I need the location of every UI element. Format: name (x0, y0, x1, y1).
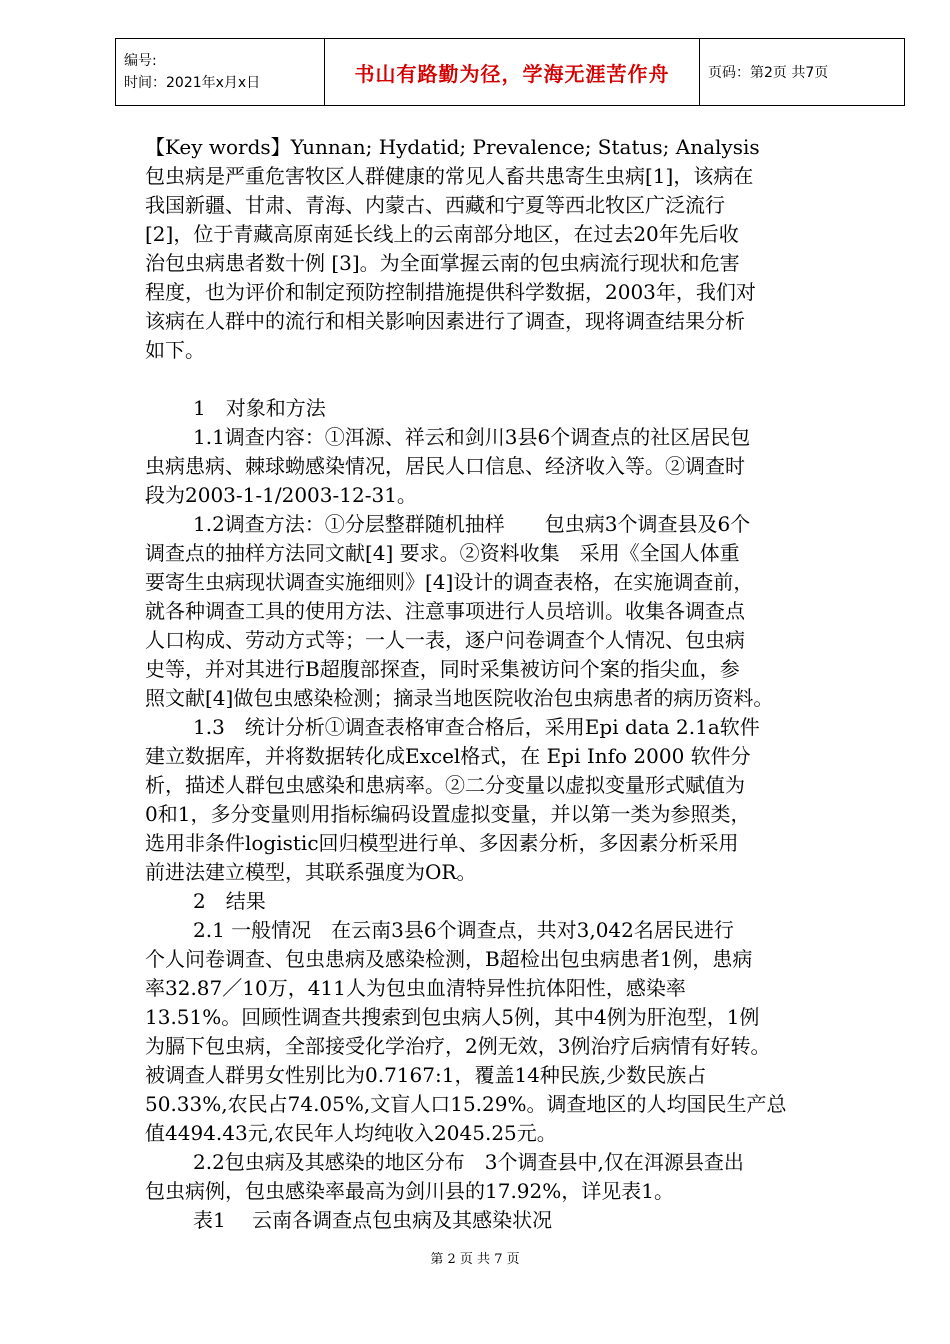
text-line: 被调查人群男女性别比为0.7167:1，覆盖14种民族,少数民族占 (145, 1063, 707, 1087)
text-line: 包虫病例，包虫感染率最高为剑川县的17.92%，详见表1。 (145, 1179, 674, 1203)
page-header (115, 38, 905, 106)
section-2-title: 2 结果 (193, 889, 266, 913)
text-line: 治包虫病患者数十例 [3]。为全面掌握云南的包虫病流行现状和危害 (145, 251, 740, 275)
text-line: 包虫病是严重危害牧区人群健康的常见人畜共患寄生虫病[1]，该病在 (145, 164, 754, 188)
text-line: 2.1 一般情况 在云南3县6个调查点，共对3,042名居民进行 (193, 918, 734, 942)
text-line: 0和1，多分变量则用指标编码设置虚拟变量，并以第一类为参照类， (145, 802, 751, 826)
text-line: 2.2包虫病及其感染的地区分布 3个调查县中,仅在洱源县查出 (193, 1150, 744, 1174)
text-line: 程度，也为评价和制定预防控制措施提供科学数据，2003年，我们对 (145, 280, 756, 304)
section-1-3 (145, 713, 895, 887)
text-line: 虫病患病、棘球蚴感染情况，居民人口信息、经济收入等。②调查时 (145, 454, 745, 478)
text-line: 我国新疆、甘肃、青海、内蒙古、西藏和宁夏等西北牧区广泛流行 (145, 193, 725, 217)
header-meta (116, 39, 325, 106)
blank-line (145, 365, 895, 394)
section-1-1 (145, 423, 895, 510)
text-line: 段为2003-1-1/2003-12-31。 (145, 483, 417, 507)
text-line: 就各种调查工具的使用方法、注意事项进行人员培训。收集各调查点 (145, 599, 745, 623)
section-2-1 (145, 916, 895, 1148)
text-line: 值4494.43元,农民年人均纯收入2045.25元。 (145, 1121, 557, 1145)
text-line: 为膈下包虫病，全部接受化学治疗，2例无效，3例治疗后病情有好转。 (145, 1034, 771, 1058)
text-line: 1.3 统计分析①调查表格审查合格后，采用Epi data 2.1a软件 (193, 715, 760, 739)
text-line: 调查点的抽样方法同文献[4] 要求。②资料收集 采用《全国人体重 (145, 541, 740, 565)
time-label: 时间：2021年x月x日 (124, 75, 261, 91)
number-label: 编号: (124, 53, 157, 69)
table-caption: 表1 云南各调查点包虫病及其感染状况 (193, 1208, 553, 1232)
text-line: [2]，位于青藏高原南延长线上的云南部分地区，在过去20年先后收 (145, 222, 739, 246)
text-line: 建立数据库，并将数据转化成Excel格式，在 Epi Info 2000 软件分 (145, 744, 751, 768)
text-line: 选用非条件logistic回归模型进行单、多因素分析，多因素分析采用 (145, 831, 739, 855)
text-line: 如下。 (145, 338, 205, 362)
header-motto: 书山有路勤为径，学海无涯苦作舟 (325, 39, 700, 106)
text-line: 50.33%,农民占74.05%,文盲人口15.29%。调查地区的人均国民生产总 (145, 1092, 787, 1116)
text-line: 前进法建立模型，其联系强度为OR。 (145, 860, 477, 884)
intro-paragraph (145, 162, 895, 365)
text-line: 个人问卷调查、包虫患病及感染检测，B超检出包虫病患者1例，患病 (145, 947, 753, 971)
section-1-title: 1 对象和方法 (193, 396, 326, 420)
text-line: 要寄生虫病现状调查实施细则》[4]设计的调查表格，在实施调查前， (145, 570, 754, 594)
header-page-label: 页码：第2页 共7页 (700, 39, 905, 106)
text-line: 该病在人群中的流行和相关影响因素进行了调查，现将调查结果分析 (145, 309, 745, 333)
document-body (145, 133, 895, 1235)
text-line: 1.1调查内容：①洱源、祥云和剑川3县6个调查点的社区居民包 (193, 425, 751, 449)
text-line: 13.51%。回顾性调查共搜索到包虫病人5例，其中4例为肝泡型，1例 (145, 1005, 760, 1029)
text-line: 照文献[4]做包虫感染检测；摘录当地医院收治包虫病患者的病历资料。 (145, 686, 774, 710)
text-line: 1.2调查方法：①分层整群随机抽样 包虫病3个调查县及6个 (193, 512, 751, 536)
text-line: 人口构成、劳动方式等；一人一表，逐户问卷调查个人情况、包虫病 (145, 628, 745, 652)
text-line: 率32.87／10万，411人为包虫血清特异性抗体阳性，感染率 (145, 976, 686, 1000)
section-2-2 (145, 1148, 895, 1206)
keywords-line: 【Key words】Yunnan; Hydatid; Prevalence; Status; Analysis (145, 135, 760, 159)
page-footer: 第 2 页 共 7 页 (430, 1252, 520, 1267)
text-line: 析，描述人群包虫感染和患病率。②二分变量以虚拟变量形式赋值为 (145, 773, 745, 797)
text-line: 史等，并对其进行B超腹部探查，同时采集被访问个案的指尖血，参 (145, 657, 740, 681)
section-1-2 (145, 510, 895, 713)
